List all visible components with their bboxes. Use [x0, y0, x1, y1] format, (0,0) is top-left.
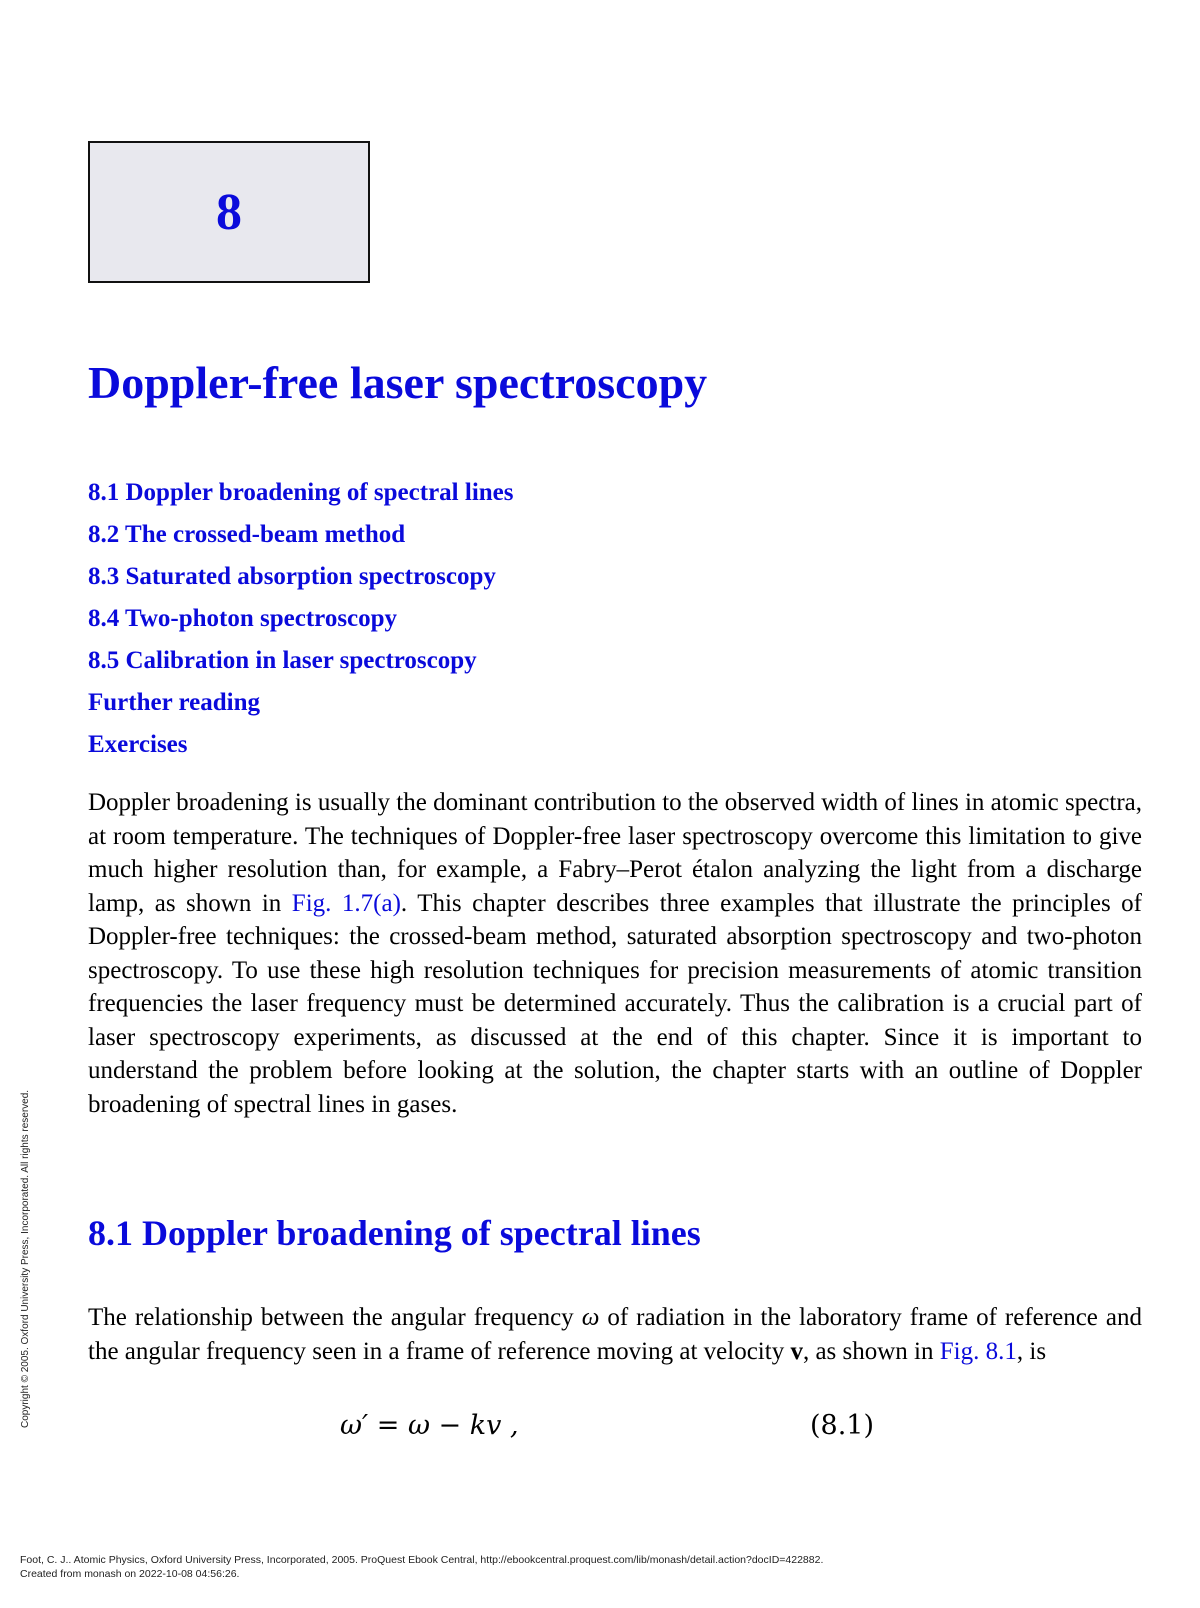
- section-text-4: , is: [1016, 1337, 1047, 1365]
- chapter-number-box: [88, 141, 370, 283]
- created-line: Created from monash on 2022-10-08 04:56:26.: [20, 1568, 240, 1580]
- toc-link-further-reading[interactable]: Further reading: [88, 689, 260, 716]
- equation-number: (8.1): [809, 1410, 874, 1441]
- equation-8-1: [340, 1410, 519, 1441]
- section-heading-8-1: 8.1 Doppler broadening of spectral lines: [88, 1213, 701, 1253]
- omega-symbol: ω: [581, 1304, 600, 1331]
- fig-1-7a-link[interactable]: Fig. 1.7(a): [291, 889, 401, 917]
- section-paragraph: [88, 1301, 1142, 1368]
- equation-rhs: = ω − kv ,: [368, 1410, 519, 1441]
- intro-paragraph: [88, 786, 1142, 1121]
- chapter-title: Doppler-free laser spectroscopy: [88, 357, 708, 408]
- citation-footer: [20, 1553, 823, 1581]
- chapter-number: 8: [216, 183, 242, 241]
- section-text-1: The relationship between the angular frequency: [88, 1304, 582, 1331]
- section-text-3: , as shown in: [802, 1337, 940, 1365]
- toc-link-8-3[interactable]: 8.3 Saturated absorption spectroscopy: [88, 563, 496, 590]
- section-text-2: of radiation in the laboratory frame of reference and the angular frequency seen in a frame of reference moving at velocity: [88, 1304, 1142, 1365]
- toc-link-8-1[interactable]: 8.1 Doppler broadening of spectral lines: [88, 479, 514, 506]
- equation-lhs: ω′: [340, 1410, 369, 1441]
- intro-text-end: . This chapter describes three examples that illustrate the principles of Doppler-free techniques: the crossed-beam method, saturated absorption spectroscopy and two-photon spectroscopy. To use these high resolution techniques for precision measurements of atomic transition frequencies the laser frequency must be determined accurately. Thus the calibration is a crucial part of laser spectroscopy experiments, as discussed at the end of this chapter. Since it is important to understand the problem before looking at the solution, the chapter starts with an outline of Doppler broadening of spectral lines in gases.: [88, 889, 1143, 1118]
- toc-link-exercises[interactable]: Exercises: [88, 731, 188, 758]
- citation-line: Foot, C. J.. Atomic Physics, Oxford University Press, Incorporated, 2005. ProQuest Ebook Central, http://ebookcentral.proquest.com/lib/monash/detail.action?docID=422882.: [20, 1554, 824, 1566]
- table-of-contents: [88, 472, 514, 766]
- fig-8-1-link[interactable]: Fig. 8.1: [939, 1337, 1017, 1365]
- intro-text-start: Doppler broadening is usually the dominant contribution to the observed width of lines in atomic spectra, at room temperature. The techniques of Doppler-free laser spectroscopy overcome this limitation to give much higher resolution than, for example, a Fabry–Perot étalon analyzing the light from a discharge lamp, as shown in: [88, 789, 1142, 917]
- toc-link-8-5[interactable]: 8.5 Calibration in laser spectroscopy: [88, 647, 477, 674]
- copyright-notice: Copyright © 2005. Oxford University Press, Incorporated. All rights reserved.: [20, 1089, 31, 1428]
- toc-link-8-4[interactable]: 8.4 Two-photon spectroscopy: [88, 605, 398, 632]
- toc-link-8-2[interactable]: 8.2 The crossed-beam method: [88, 521, 406, 548]
- velocity-symbol: v: [790, 1337, 803, 1365]
